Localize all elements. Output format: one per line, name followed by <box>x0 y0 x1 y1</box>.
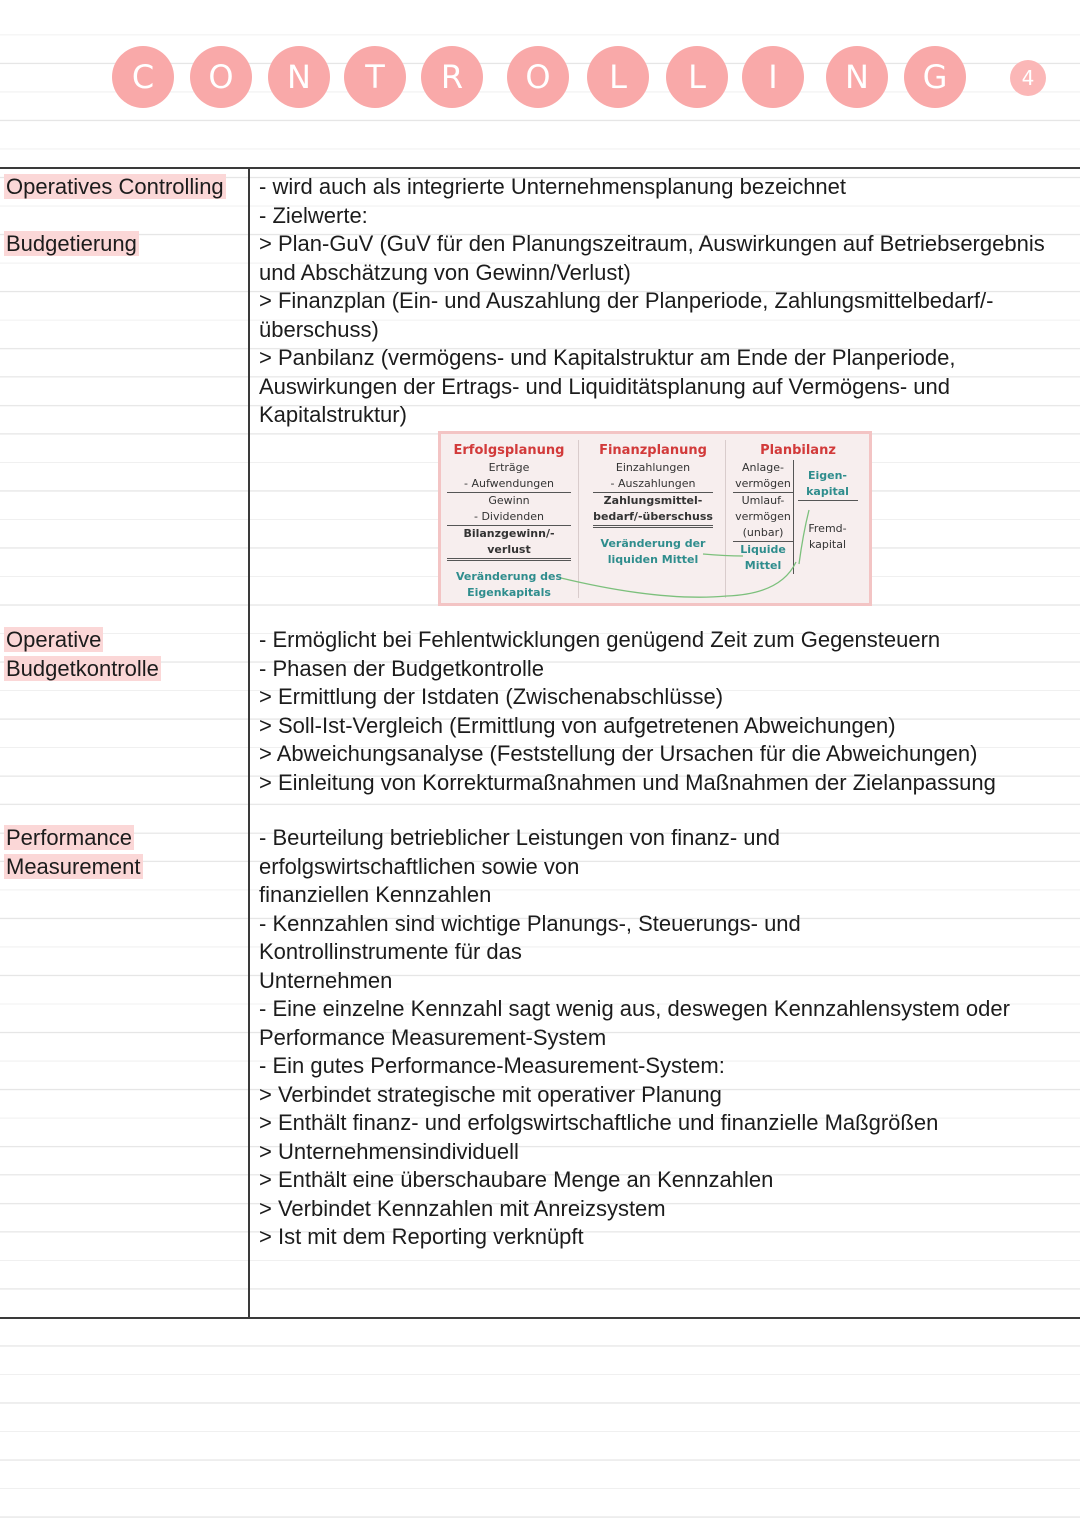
fig-row: Erträge <box>488 461 530 474</box>
text-line: > Panbilanz (vermögens- und Kapitalstruktur am Ende der Planperiode, Auswirkungen der Ertrags- und Liquiditätsplanung auf Vermögens- und Kapitalstruktur) <box>259 345 956 427</box>
fig-result: liquiden Mittel <box>607 553 699 566</box>
text-line: > Abweichungsanalyse (Feststellung der Ursachen für die Abweichungen) <box>259 741 978 766</box>
fig-row: Fremd- <box>808 522 847 535</box>
fig-result: Eigenkapitals <box>467 586 551 599</box>
page-title <box>0 46 1080 110</box>
fig-row: kapital <box>808 538 847 551</box>
text-line: > Ermittlung der Istdaten (Zwischenabschlüsse) <box>259 684 724 709</box>
text-line: - Ermöglicht bei Fehlentwicklungen genügend Zeit zum Gegensteuern <box>259 627 941 652</box>
fig-row: Umlauf- <box>741 494 785 507</box>
section-performance-text <box>259 824 1071 1252</box>
fig-row: (unbar) <box>733 525 793 542</box>
fig-result: Veränderung des <box>455 570 563 583</box>
page-number-badge: 4 <box>1010 60 1046 96</box>
text-line: - Ein gutes Performance-Measurement-System: <box>259 1053 725 1078</box>
text-line: - Beurteilung betrieblicher Leistungen von finanz- und <box>259 825 780 850</box>
title-letter: L <box>666 46 728 108</box>
title-letter: I <box>742 46 804 108</box>
text-line: > Verbindet Kennzahlen mit Anreizsystem <box>259 1195 666 1221</box>
text-line: - wird auch als integrierte Unternehmensplanung bezeichnet <box>259 174 847 199</box>
text-line: - Phasen der Budgetkontrolle <box>259 655 544 681</box>
fig-row: kapital <box>798 484 858 501</box>
fig-row: - Auszahlungen <box>593 476 713 493</box>
text-line: erfolgswirtschaftlichen sowie von <box>259 853 580 879</box>
fig-row: Gewinn <box>488 494 530 507</box>
section-budgetierung-text <box>259 173 1071 430</box>
text-line: Unternehmen <box>259 967 393 993</box>
fig-row: Bilanzgewinn/-verlust <box>447 526 571 561</box>
fig-row: vermögen <box>735 510 791 523</box>
title-letter: R <box>421 46 483 108</box>
fig-row: Zahlungsmittel- <box>603 494 703 507</box>
arrow-line <box>799 510 809 564</box>
text-line: Kontrollinstrumente für das <box>259 939 522 964</box>
table-column-divider <box>248 168 250 1318</box>
fig-row: Mittel <box>744 559 782 572</box>
section-budgetkontrolle-text <box>259 626 1071 797</box>
table-top-border <box>0 167 1080 169</box>
text-line: - Zielwerte: <box>259 202 368 228</box>
fig-result: Veränderung der <box>600 537 706 550</box>
text-line: finanziellen Kennzahlen <box>259 882 492 907</box>
fig-row: bedarf/-überschuss <box>593 509 713 528</box>
term-performance-measurement: Performance Measurement <box>6 825 141 879</box>
text-line: > Finanzplan (Ein- und Auszahlung der Planperiode, Zahlungsmittelbedarf/-überschuss) <box>259 288 994 342</box>
arrow-line <box>561 562 796 597</box>
text-line: > Ist mit dem Reporting verknüpft <box>259 1224 584 1249</box>
finanzplanung-heading: Finanzplanung <box>599 443 707 458</box>
title-letter: O <box>190 46 252 108</box>
text-line: > Enthält finanz- und erfolgswirtschaftliche und finanzielle Maßgrößen <box>259 1110 939 1135</box>
text-line: > Verbindet strategische mit operativer Planung <box>259 1081 722 1107</box>
table-bottom-border <box>0 1317 1080 1319</box>
title-letter: G <box>904 46 966 108</box>
term-budgetierung: Budgetierung <box>6 231 137 256</box>
text-line: > Soll-Ist-Vergleich (Ermittlung von aufgetretenen Abweichungen) <box>259 712 896 738</box>
title-letter: N <box>268 46 330 108</box>
fig-row: vermögen <box>733 476 793 493</box>
text-line: > Plan-GuV (GuV für den Planungszeitraum, Auswirkungen auf Betriebsergebnis und Abschätzung von Gewinn/Verlust) <box>259 231 1045 285</box>
title-letter: N <box>826 46 888 108</box>
fig-row: Einzahlungen <box>615 461 691 474</box>
planbilanz-heading: Planbilanz <box>760 443 836 458</box>
text-line: > Enthält eine überschaubare Menge an Kennzahlen <box>259 1167 774 1192</box>
fig-row: - Aufwendungen <box>447 476 571 493</box>
title-letter: L <box>587 46 649 108</box>
term-operatives-controlling: Operatives Controlling <box>6 174 224 199</box>
fig-arrows <box>441 434 869 603</box>
text-line: - Kennzahlen sind wichtige Planungs-, Steuerungs- und <box>259 910 801 936</box>
term-operative-budgetkontrolle: Operative Budgetkontrolle <box>6 627 159 681</box>
arrow-line <box>703 554 743 556</box>
fig-row: Liquide <box>740 543 786 556</box>
erfolgsplanung-heading: Erfolgsplanung <box>453 443 565 458</box>
text-line: > Einleitung von Korrekturmaßnahmen und Maßnahmen der Zielanpassung <box>259 769 996 795</box>
fig-row: - Dividenden <box>447 509 571 526</box>
text-line: > Unternehmensindividuell <box>259 1138 519 1164</box>
title-letter: O <box>507 46 569 108</box>
planning-diagram <box>438 431 872 606</box>
fig-row: Anlage- <box>741 461 784 474</box>
title-letter: C <box>112 46 174 108</box>
title-letter: T <box>344 46 406 108</box>
fig-row: Eigen- <box>807 469 847 482</box>
text-line: - Eine einzelne Kennzahl sagt wenig aus, deswegen Kennzahlensystem oder Performance Measurement-System <box>259 996 1010 1050</box>
